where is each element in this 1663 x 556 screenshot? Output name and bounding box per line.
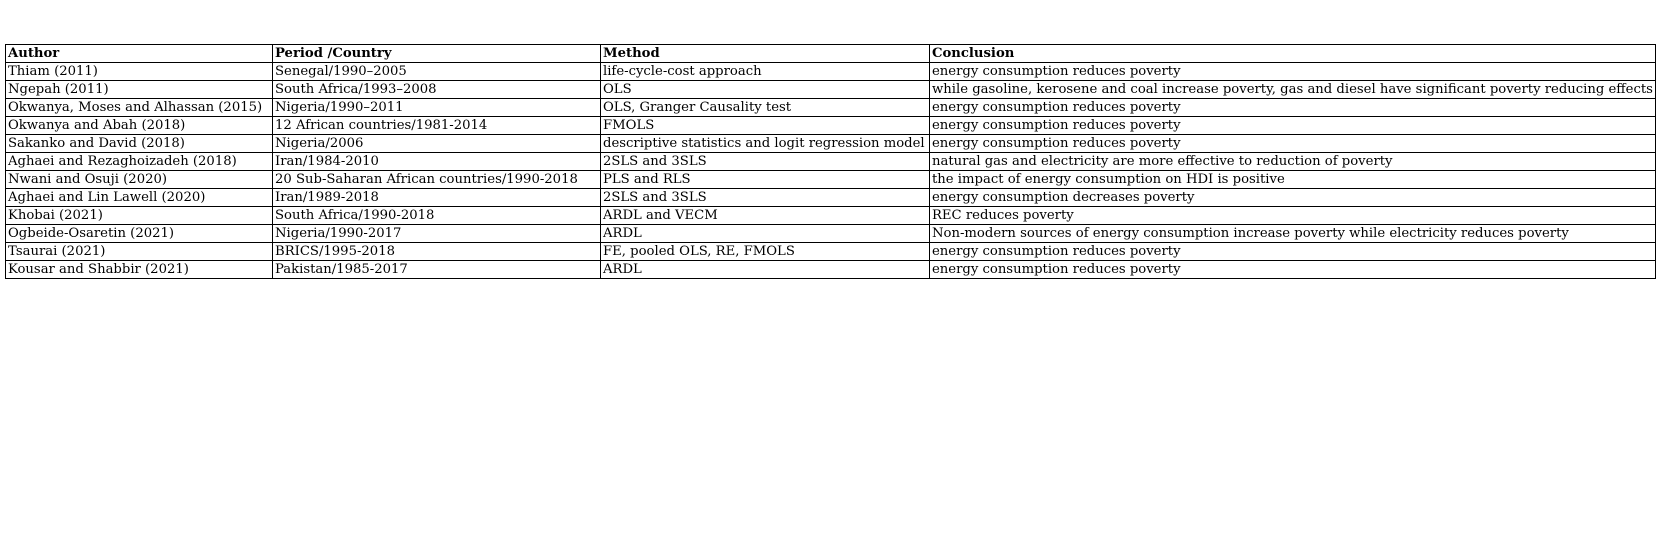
table-header-row xyxy=(6,45,1656,63)
cell-period-country: Nigeria/1990–2011 xyxy=(273,99,601,117)
cell-conclusion: energy consumption reduces poverty xyxy=(930,117,1656,135)
table-row xyxy=(6,117,1656,135)
cell-period-country: Nigeria/2006 xyxy=(273,135,601,153)
literature-table-container xyxy=(5,44,1656,279)
table-row xyxy=(6,189,1656,207)
table-row xyxy=(6,207,1656,225)
cell-conclusion: natural gas and electricity are more effective to reduction of poverty xyxy=(930,153,1656,171)
cell-conclusion: energy consumption reduces poverty xyxy=(930,243,1656,261)
cell-method: 2SLS and 3SLS xyxy=(601,189,930,207)
cell-conclusion: energy consumption reduces poverty xyxy=(930,63,1656,81)
cell-author: Kousar and Shabbir (2021) xyxy=(6,261,273,279)
cell-method: FE, pooled OLS, RE, FMOLS xyxy=(601,243,930,261)
cell-method: life-cycle-cost approach xyxy=(601,63,930,81)
cell-conclusion: REC reduces poverty xyxy=(930,207,1656,225)
cell-period-country: Senegal/1990–2005 xyxy=(273,63,601,81)
cell-conclusion: Non-modern sources of energy consumption increase poverty while electricity reduces poverty xyxy=(930,225,1656,243)
cell-author: Okwanya, Moses and Alhassan (2015) xyxy=(6,99,273,117)
cell-author: Ogbeide-Osaretin (2021) xyxy=(6,225,273,243)
cell-author: Aghaei and Lin Lawell (2020) xyxy=(6,189,273,207)
cell-author: Sakanko and David (2018) xyxy=(6,135,273,153)
cell-author: Aghaei and Rezaghoizadeh (2018) xyxy=(6,153,273,171)
cell-author: Tsaurai (2021) xyxy=(6,243,273,261)
cell-method: OLS, Granger Causality test xyxy=(601,99,930,117)
cell-period-country: 20 Sub-Saharan African countries/1990-2018 xyxy=(273,171,601,189)
cell-period-country: South Africa/1993–2008 xyxy=(273,81,601,99)
cell-conclusion: energy consumption reduces poverty xyxy=(930,261,1656,279)
cell-method: PLS and RLS xyxy=(601,171,930,189)
cell-method: ARDL and VECM xyxy=(601,207,930,225)
literature-table xyxy=(5,44,1656,279)
cell-conclusion: energy consumption reduces poverty xyxy=(930,135,1656,153)
cell-period-country: Iran/1984-2010 xyxy=(273,153,601,171)
table-row xyxy=(6,99,1656,117)
cell-method: FMOLS xyxy=(601,117,930,135)
column-header-author: Author xyxy=(6,45,273,63)
cell-author: Ngepah (2011) xyxy=(6,81,273,99)
cell-period-country: Iran/1989-2018 xyxy=(273,189,601,207)
cell-conclusion: the impact of energy consumption on HDI is positive xyxy=(930,171,1656,189)
cell-author: Thiam (2011) xyxy=(6,63,273,81)
table-row xyxy=(6,63,1656,81)
column-header-method: Method xyxy=(601,45,930,63)
cell-author: Nwani and Osuji (2020) xyxy=(6,171,273,189)
cell-period-country: South Africa/1990-2018 xyxy=(273,207,601,225)
column-header-period-country: Period /Country xyxy=(273,45,601,63)
cell-method: OLS xyxy=(601,81,930,99)
table-row xyxy=(6,81,1656,99)
cell-period-country: Nigeria/1990-2017 xyxy=(273,225,601,243)
table-row xyxy=(6,135,1656,153)
column-header-conclusion: Conclusion xyxy=(930,45,1656,63)
cell-conclusion: energy consumption decreases poverty xyxy=(930,189,1656,207)
cell-conclusion: energy consumption reduces poverty xyxy=(930,99,1656,117)
cell-method: ARDL xyxy=(601,225,930,243)
table-row xyxy=(6,171,1656,189)
cell-conclusion: while gasoline, kerosene and coal increase poverty, gas and diesel have significant poverty reducing effects xyxy=(930,81,1656,99)
cell-method: ARDL xyxy=(601,261,930,279)
table-row xyxy=(6,243,1656,261)
cell-method: descriptive statistics and logit regression model xyxy=(601,135,930,153)
table-row xyxy=(6,225,1656,243)
cell-period-country: BRICS/1995-2018 xyxy=(273,243,601,261)
cell-period-country: 12 African countries/1981-2014 xyxy=(273,117,601,135)
cell-author: Khobai (2021) xyxy=(6,207,273,225)
cell-method: 2SLS and 3SLS xyxy=(601,153,930,171)
table-row xyxy=(6,153,1656,171)
table-row xyxy=(6,261,1656,279)
cell-period-country: Pakistan/1985-2017 xyxy=(273,261,601,279)
cell-author: Okwanya and Abah (2018) xyxy=(6,117,273,135)
